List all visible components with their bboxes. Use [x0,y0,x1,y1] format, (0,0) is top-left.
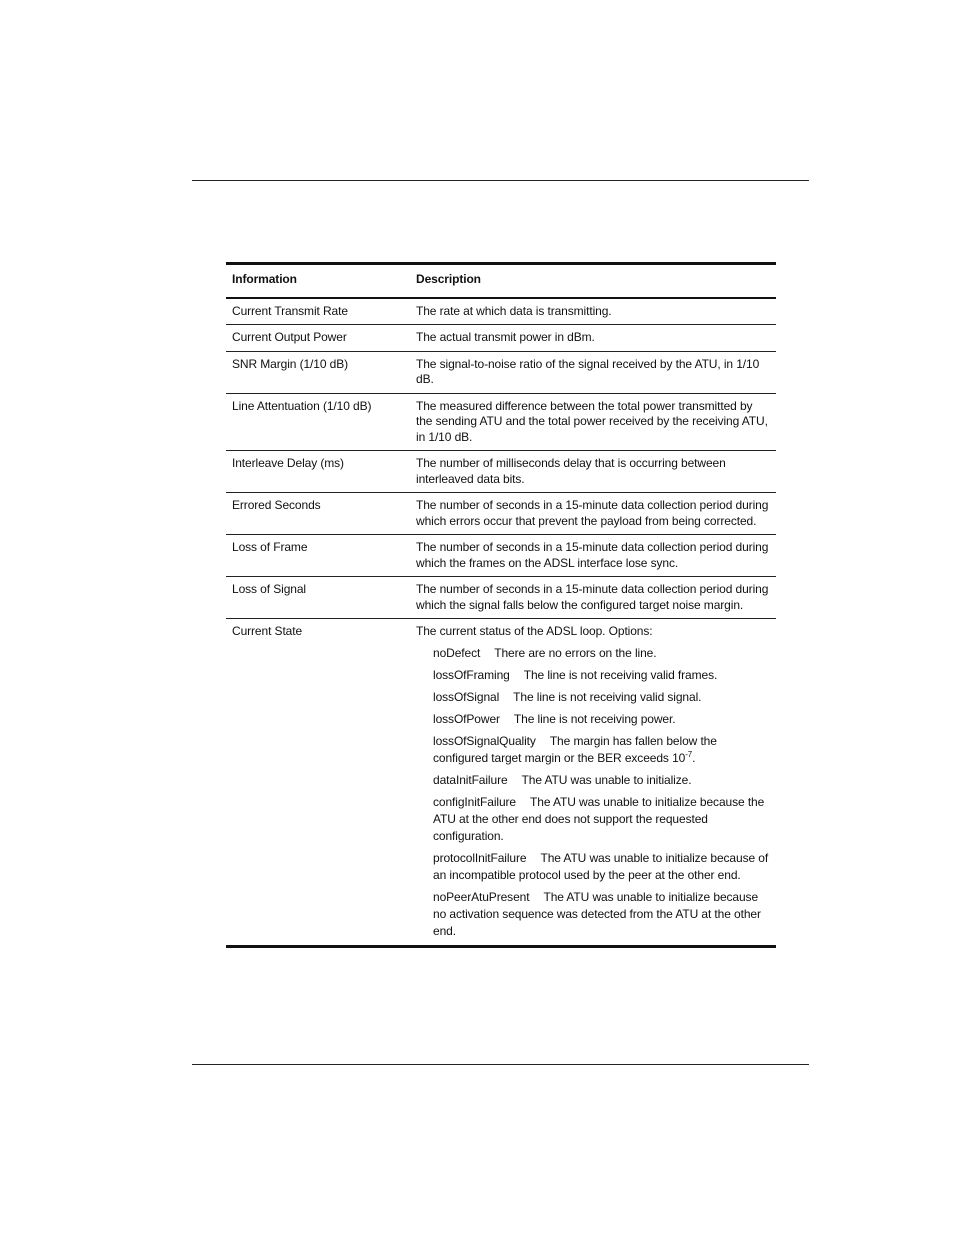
row-information: Current State [232,624,303,638]
option-item [433,667,770,684]
option-description: The ATU was unable to initialize because of an incompatible protocol used by the peer at the other end. [433,850,769,882]
option-name: lossOfSignalQuality [433,733,536,748]
row-description: The number of seconds in a 15-minute data collection period during which the frames on the ADSL interface lose sync. [416,540,769,570]
option-name: dataInitFailure [433,772,508,787]
option-description: The margin has fallen below the configured target margin or the BER exceeds 10 [433,733,717,765]
row-description: The measured difference between the total power transmitted by the sending ATU and the total power received by the receiving ATU, in 1/10 dB. [416,398,768,444]
option-item [433,772,770,789]
row-description: The signal-to-noise ratio of the signal received by the ATU, in 1/10 dB. [416,356,760,386]
option-item [433,711,770,728]
row-information: Errored Seconds [232,498,321,512]
row-information: SNR Margin (1/10 dB) [232,356,349,371]
row-information: Current Transmit Rate [232,303,348,318]
option-name: protocolInitFailure [433,850,527,865]
information-table [226,262,776,948]
table-header-row [226,265,776,299]
option-name: configInitFailure [433,794,517,809]
row-description: The number of milliseconds delay that is occurring between interleaved data bits. [416,456,726,486]
header-information: Information [232,272,297,286]
row-description: The number of seconds in a 15-minute data collection period during which the signal falls below the configured target noise margin. [416,582,769,612]
row-description: The actual transmit power in dBm. [416,330,595,344]
option-description: The line is not receiving valid signal. [513,689,702,704]
current-state-intro: The current status of the ADSL loop. Options: [416,624,653,638]
option-item [433,733,770,767]
option-item [433,689,770,706]
row-information: Current Output Power [232,330,347,344]
option-name: lossOfFraming [433,667,510,682]
option-description: The ATU was unable to initialize because the ATU at the other end does not support the requested configuration. [433,794,765,843]
option-item [433,889,770,940]
option-name: lossOfSignal [433,689,500,704]
table-row [226,493,776,535]
row-description: The rate at which data is transmitting. [416,303,612,318]
option-description: The line is not receiving power. [513,711,676,726]
option-name: lossOfPower [433,711,500,726]
option-description: The ATU was unable to initialize. [521,772,692,787]
table-row [226,577,776,619]
row-information: Line Attentuation (1/10 dB) [232,398,372,413]
option-description: There are no errors on the line. [494,645,657,660]
table-row [226,451,776,493]
option-name: noDefect [433,645,481,660]
row-information: Interleave Delay (ms) [232,456,344,470]
option-tail: . [692,750,696,765]
row-information: Loss of Frame [232,540,308,554]
table-row [226,325,776,352]
table-row-current-state [226,619,776,945]
option-item [433,645,770,662]
row-description [410,619,776,945]
row-description: The number of seconds in a 15-minute data collection period during which errors occur that prevent the payload from being corrected. [416,498,769,528]
option-item [433,850,770,884]
footer-rule [192,1064,809,1065]
option-description: The ATU was unable to initialize because no activation sequence was detected from the ATU at the other end. [433,889,761,938]
option-item [433,794,770,845]
table-row [226,299,776,326]
table-row [226,394,776,452]
table-row [226,352,776,394]
table-row [226,535,776,577]
header-description: Description [416,272,481,286]
row-information: Loss of Signal [232,582,306,596]
option-description: The line is not receiving valid frames. [523,667,718,682]
option-exponent: -7 [685,749,693,759]
header-rule [192,180,809,181]
option-name: noPeerAtuPresent [433,889,530,904]
